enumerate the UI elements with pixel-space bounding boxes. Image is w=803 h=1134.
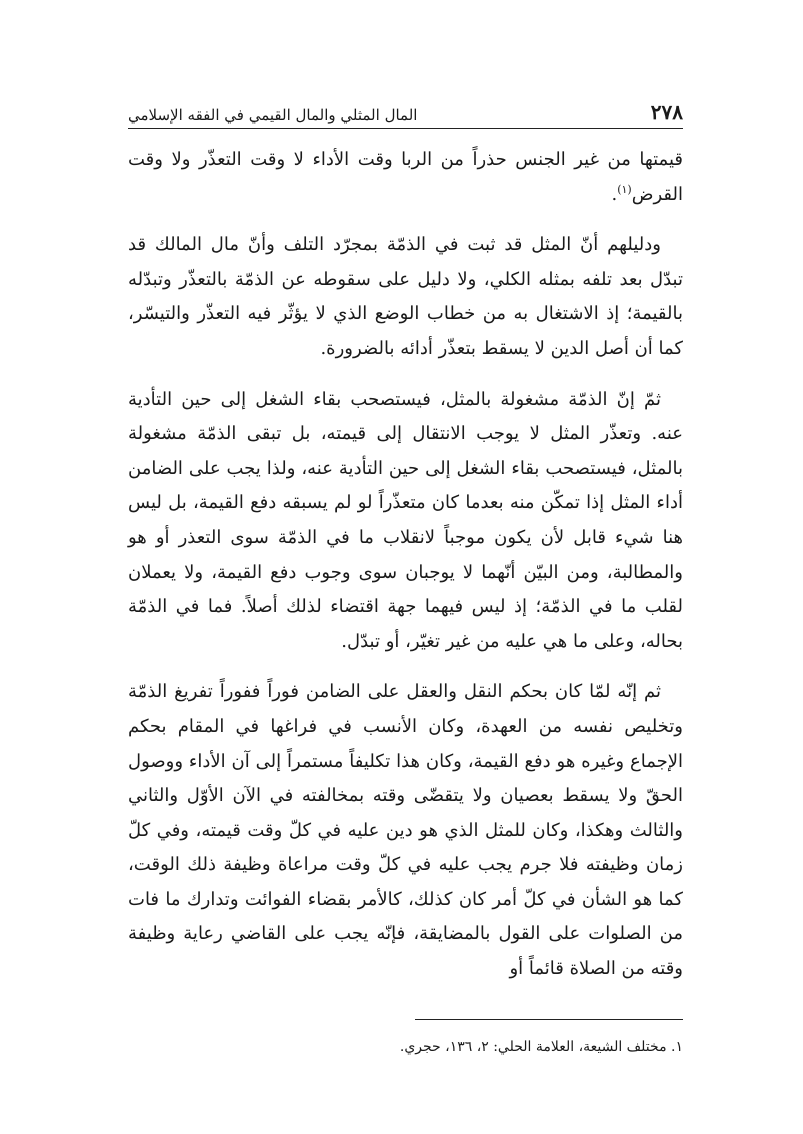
paragraph-4: ثم إنّه لمّا كان بحكم النقل والعقل على الضامن فوراً ففوراً تفريغ الذمّة وتخليص نفسه من العهدة، وكان الأنسب في فراغها في المقام بحكم الإجماع وغيره هو دفع القيمة، وكان هذا تكليفاً مستمراً إلى آن الأداء ووصول الحقّ ولا يسقط بعصيان ولا يتقضّى وقته بمخالفته في الآن الأوّل والثاني والثالث وهكذا، وكان للمثل الذي هو دين عليه في كلّ وقت قيمته، وفي كلّ زمان وظيفته فلا جرم يجب عليه في كلّ وقت مراعاة وظيفة ذلك الوقت، كما هو الشأن في كلّ أمر كان كذلك، كالأمر بقضاء الفوائت وتدارك ما فات من الصلوات على القول بالمضايقة، فإنّه يجب على القاضي رعاية وظيفة وقته من الصلاة قائماً أو: [128, 681, 683, 980]
paragraph-1-end: .: [611, 183, 618, 205]
main-text: [128, 143, 683, 1003]
footnote-marker[interactable]: (١): [617, 182, 632, 196]
running-title: المال المثلي والمال القيمي في الفقه الإسلامي: [128, 106, 418, 124]
paragraph-3: ثمّ إنّ الذمّة مشغولة بالمثل، فيستصحب بقاء الشغل إلى حين التأدية عنه. وتعذّر المثل لا يوجب الانتقال إلى قيمته، بل تبقى الذمّة مشغولة بالمثل، فيستصحب بقاء الشغل إلى حين التأدية عنه، ولذا يجب على الضامن أداء المثل إذا تمكّن منه بعدما كان متعذّراً لو لم يسبقه دفع القيمة، بل ليس هنا شيء قابل لأن يكون موجباً لانقلاب ما في الذمّة سوى التعذر أو هو والمطالبة، ومن البيّن أنّهما لا يوجبان سوى وجوب دفع القيمة، ولا يعملان لقلب ما في الذمّة؛ إذ ليس فيهما جهة اقتضاء لذلك أصلاً. فما في الذمّة بحاله، وعلى ما هي عليه من غير تغيّر، أو تبدّل.: [128, 388, 683, 652]
page-number: ٢٧٨: [650, 100, 683, 124]
footnote-divider: [415, 1019, 683, 1020]
book-page: [128, 0, 683, 1134]
page-header: [128, 92, 683, 124]
paragraph-1-text: قيمتها من غير الجنس حذراً من الربا وقت الأداء لا وقت التعذّر ولا وقت القرض: [128, 149, 683, 205]
paragraph-2: ودليلهم أنّ المثل قد ثبت في الذمّة بمجرّد التلف وأنّ مال المالك قد تبدّل بعد تلفه بمثله الكلي، ولا دليل على سقوطه عن الذمّة بالتعذّر وتبدّله بالقيمة؛ إذ الاشتغال به من خطاب الوضع الذي لا يؤثّر فيه التعذّر والتيسّر، كما أن أصل الدين لا يسقط بتعذّر أدائه بالضرورة.: [128, 234, 683, 359]
footnote: ١. مختلف الشيعة، العلامة الحلي: ٢، ١٣٦، حجري.: [399, 1039, 683, 1055]
header-divider: [128, 128, 683, 129]
paragraph-1: [128, 143, 683, 212]
